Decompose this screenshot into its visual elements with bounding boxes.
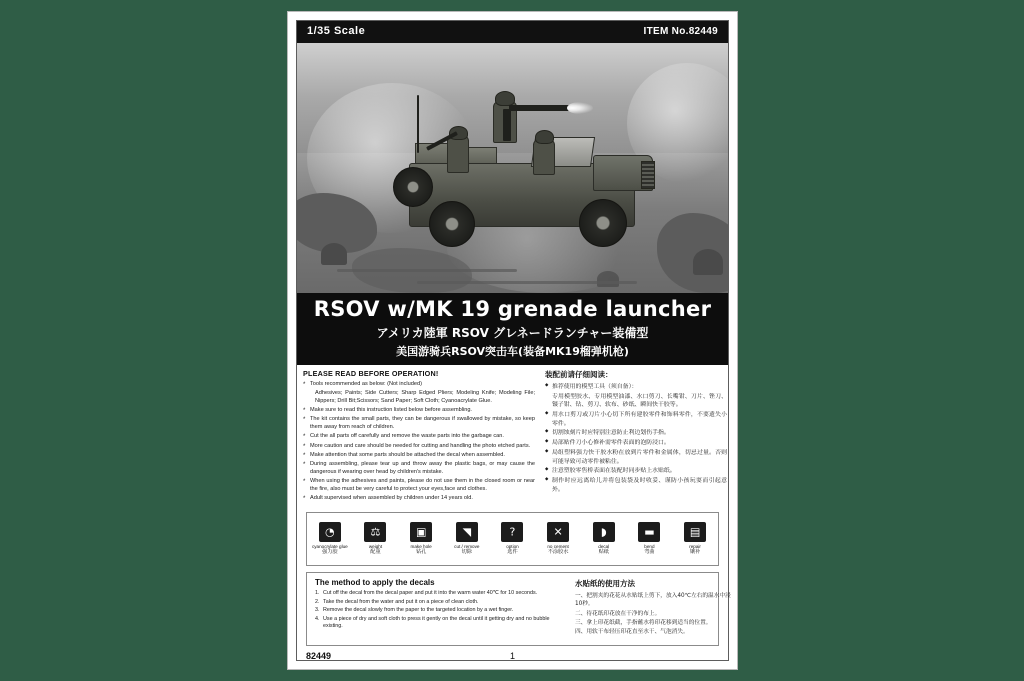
list-item: Remove the decal slowly from the paper to the targeted location by a wet finger. (323, 607, 514, 614)
page-title: RSOV w/MK 19 grenade launcher (313, 297, 712, 321)
decal-glyph: ◗ (600, 525, 607, 539)
list-item: ◆ 注意塑胶零售桥表面在装配时同步贴上水贴纸。 (545, 467, 727, 475)
repair-glyph: ▤ (689, 525, 701, 539)
bend-glyph: ▬ (644, 525, 655, 539)
decal-icon (593, 522, 615, 542)
list-item: Adhesives; Paints; Side Cutters; Sharp Edged Pliers; Modeling Knife; Modeling File; Nippers; Drill Bit;Scissors; Sand Paper; Soft Cloth; Cyanoacrylate Glue. (315, 390, 535, 404)
art-bush (693, 249, 723, 275)
instructions-english-column (303, 369, 535, 504)
art-helmet (495, 91, 515, 106)
list-item: ◆ 制作时应远离给儿并将包装袋及时收妥、谨防小孩玩耍而引起意外。 (545, 477, 727, 494)
decal-method-section (306, 572, 731, 646)
list-item: Cut off the decal from the decal paper and put it into the warm water 40℃ for 10 seconds. (323, 590, 538, 596)
decal-method-title-cn: 水贴纸的使用方法 (575, 579, 635, 588)
art-track-line (337, 269, 517, 272)
legend-item-decal (582, 522, 626, 556)
instructions-section (297, 369, 728, 505)
legend-label-cn: 弯曲 (644, 549, 655, 556)
instructions-chinese-column (545, 369, 727, 496)
decal-method-title-en: The method to apply the decals (315, 578, 435, 587)
legend-item-repair (673, 522, 717, 556)
art-gun-mount (503, 109, 511, 141)
legend-label-cn: 贴纸 (598, 549, 609, 556)
make-hole-icon (410, 522, 432, 542)
art-spare-wheel (393, 167, 433, 207)
decal-steps-en (315, 590, 565, 631)
list-item: * More caution and care should be needed for cutting and handling the photo etched parts. (303, 443, 535, 451)
option-glyph: ? (509, 525, 516, 539)
art-wheel (429, 201, 475, 247)
legend-label-en: no cement (547, 543, 569, 549)
list-item: 三、拿上印花纸截，手指蘸水将印花移到适当的位置。 (575, 619, 712, 626)
legend-label-cn: 钻孔 (415, 549, 427, 556)
weight-glyph: ⚖ (370, 525, 381, 539)
list-item: * The kit contains the small parts, they can be dangerous if swallowed by mistake, so keep them away from reach of children. (303, 416, 535, 431)
box-art-illustration (297, 43, 728, 293)
legend-item-option (490, 522, 534, 556)
list-item: ◆ 切割蚀刻片时应特别注意防止利边划伤手指。 (545, 429, 727, 437)
list-item: ◆ 局部贴件刀小心修补需零件表面的泡防浸口。 (545, 439, 727, 447)
legend-item-bend (627, 522, 671, 556)
no-cement-icon (547, 522, 569, 542)
decal-method-english (315, 578, 565, 632)
legend-label-en: decal (598, 543, 610, 549)
list-item: * Make sure to read this instruction listed below before assembling. (303, 407, 535, 415)
list-item: 二、待花纸印花放在干净的布上。 (575, 610, 661, 617)
instructions-heading-cn: 装配前请仔细阅读： (545, 370, 613, 379)
list-item: * During assembling, please tear up and throw away the plastic bags, or may cause the dangerous if wearing over head by children's mistake. (303, 461, 535, 476)
art-muzzle-flash (567, 102, 593, 114)
legend-item-no-cement (536, 522, 580, 556)
art-bush (597, 271, 619, 287)
scale-label: 1/35 Scale (307, 25, 366, 37)
legend-label-cn: 配重 (370, 549, 381, 556)
list-item: ◆ 推荐使用的模型工具（须自备）： (545, 383, 727, 391)
art-soldier (447, 135, 469, 173)
legend-item-cyanoacrylate-glue (308, 522, 352, 556)
decal-steps-cn (575, 592, 735, 636)
instructions-list-cn (545, 383, 727, 494)
instruction-sheet-page (288, 12, 737, 669)
art-bush (321, 243, 347, 265)
title-chinese: 美国游骑兵RSOV突击车(装备MK19榴弹机枪) (396, 345, 629, 358)
repair-icon (684, 522, 706, 542)
list-item: * Tools recommended as below: (Not included) (303, 381, 535, 389)
legend-label-en: make hole (410, 543, 432, 549)
cut-remove-glyph: ◥ (462, 525, 472, 539)
title-japanese: アメリカ陸軍 RSOV グレネードランチャー装備型 (376, 326, 649, 340)
art-vehicle-grille (641, 161, 655, 189)
list-item: ◆ 用水口剪刀或刀片小心切下所有建胶零件和饰料零件，不要遗失小零件。 (545, 411, 727, 428)
art-helmet (535, 130, 554, 144)
symbol-legend-strip (306, 512, 719, 566)
art-antenna (417, 95, 419, 153)
list-item: 四、用软干布轻压印花直至水干、气泡消失。 (575, 629, 689, 636)
list-item: Take the decal from the water and put it on a piece of clean cloth. (323, 598, 479, 605)
list-item: ◆ 局组塑料强力快干胶水粉在放到片零件和金属体，切忌过量。否则可能导致可动零件被粘住。 (545, 449, 727, 466)
legend-label-en: option (506, 543, 519, 549)
legend-label-en: cyanocrylate glue (311, 543, 348, 549)
list-item: * When using the adhesives and paints, please do not use them in the closed room or near the fire, also must be very careful to protect your eyes,face and clothes. (303, 478, 535, 493)
make-hole-glyph: ▣ (415, 525, 427, 539)
instructions-list-en (303, 381, 535, 503)
footer-page-number: 1 (509, 651, 515, 661)
header-bar (297, 21, 728, 43)
legend-item-weight (353, 522, 397, 556)
option-icon (501, 522, 523, 542)
legend-label-cn: 强力胶 (322, 549, 338, 556)
legend-item-make-hole (399, 522, 443, 556)
legend-label-cn: 选件 (507, 549, 518, 556)
list-item: 一、把割夹的花花从水贴纸上剪下，放入40℃左右的温水中浸10秒。 (575, 593, 731, 608)
bend-icon (638, 522, 660, 542)
list-item: * Adult supervised when assembled by children under 14 years old. (303, 495, 535, 503)
legend-label-en: weight (368, 543, 383, 549)
art-wheel (579, 199, 627, 247)
art-track-line (417, 281, 637, 284)
decal-method-chinese (575, 578, 735, 637)
cyanoacrylate-glue-glyph: ◔ (325, 525, 335, 539)
footer-item-number: 82449 (306, 651, 332, 661)
art-mk19-grenade-launcher (509, 105, 571, 111)
list-item: 专用模型胶水、专用模型油漆、水口剪刀、长嘴钳、刀片、锉刀、镊子钳、钻、剪刀、软布、砂纸、瞬间快干胶等。 (552, 393, 727, 409)
list-item: * Make attention that some parts should be attached the decal when assembled. (303, 452, 535, 460)
cyanoacrylate-glue-icon (319, 522, 341, 542)
legend-label-en: repair (689, 543, 701, 549)
cut-remove-icon (456, 522, 478, 542)
no-cement-glyph: ✕ (553, 525, 563, 539)
list-item: * Cut the all parts off carefully and remove the waste parts into the garbage can. (303, 433, 535, 441)
legend-label-cn: 镶补 (689, 549, 701, 556)
legend-label-en: bend (644, 543, 655, 549)
item-number-label: ITEM No.82449 (643, 26, 718, 37)
weight-icon (364, 522, 386, 542)
legend-label-en: cut / remove (454, 543, 480, 549)
legend-label-cn: 切除 (461, 549, 472, 556)
title-block (297, 293, 728, 365)
legend-item-cut-remove (445, 522, 489, 556)
art-soldier (533, 139, 555, 175)
instructions-heading-en: PLEASE READ BEFORE OPERATION! (303, 369, 439, 378)
list-item: Use a piece of dry and soft cloth to press it gently on the decal until it getting dry and no bubble existing. (323, 615, 550, 630)
legend-label-cn: 不涂胶水 (547, 549, 569, 556)
